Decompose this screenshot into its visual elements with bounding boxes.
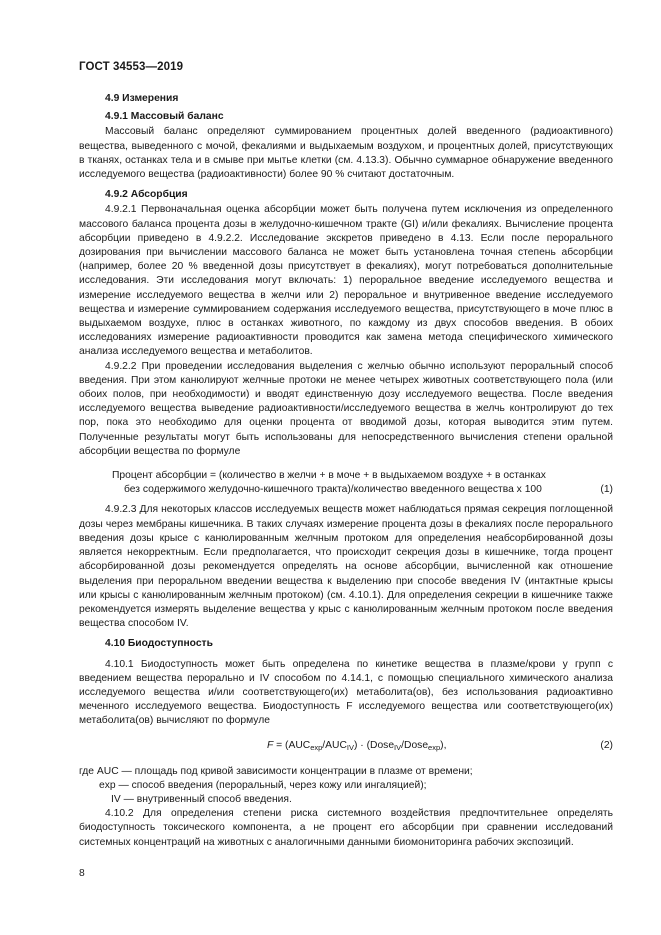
- section-4-10-heading: 4.10 Биодоступность: [105, 638, 213, 650]
- standard-header: ГОСТ 34553—2019: [79, 61, 184, 73]
- formula-2-number: (2): [600, 739, 613, 751]
- formula-2: [79, 739, 613, 759]
- formula-2-expression: $F = (AUC_{exp}/AUC_{IV})$ · (Dose$_{IV}$/Dose$_{exp}$),: [267, 739, 447, 752]
- formula-1-line-1: Процент абсорбции = (количество в желчи + в моче + в выдыхаемом воздухе + в останках: [112, 470, 546, 482]
- document-body: [79, 92, 613, 850]
- formula-1-number: (1): [600, 484, 613, 496]
- formula-1-line-2: без содержимого желудочно-кишечного тракта)/количество введенного вещества x 100: [124, 484, 542, 496]
- absorption-paragraph-2: 4.9.2.2 При проведении исследования выделения с желчью обычно используют пероральный способ введения. При этом канюлируют желчные протоки не менее четырех животных соответствующего пола (или обоих полов, при необходимости) и вводят единственную дозу исследуемого вещества. После введения исследуемого вещества выведение радиоактивности/исследуемого вещества в желчь контролируют до тех пор, пока это необходимо для оценки процента от вводимой дозы, которая выводится этим путем. Полученные результаты могут быть использованы для непосредственного вычисления степени оральной абсорбции вещества по формуле: [79, 360, 613, 457]
- legend-auc: где AUC — площадь под кривой зависимости концентрации в плазме от времени;: [79, 765, 473, 777]
- absorption-paragraph-1: 4.9.2.1 Первоначальная оценка абсорбции может быть получена путем исключения из определенного массового баланса процента дозы в желудочно-кишечном тракте (GI) и/или фекалиях. Вычисление процента абсорбции приведено в 4.9.2.2. Исследование экскретов приведено в 4.13. Если после перорального дозирования при вычислении массового баланса не может быть установлена точная степень абсорбции (например, более 20 % введенной дозы присутствует в фекалиях), могут потребоваться дополнительные исследования. Эти исследования могут включать: 1) пероральное введение исследуемого вещества и измерение исследуемого вещества в желчи или 2) пероральное и внутривенное введение исследуемого вещества и измерение суммированием содержания исследуемого вещества, присутствующего в моче плюс в выдыхаемом воздухе, плюс в останках животного, по каждому из двух способов введения. В обоих исследованиях измерение радиоактивности проводится как замена метода специфического химического анализа исследуемого вещества и метаболитов.: [79, 204, 613, 358]
- absorption-paragraph-3: 4.9.2.3 Для некоторых классов исследуемых веществ может наблюдаться прямая секреция поглощенной дозы через мембраны кишечника. В таких случаях измерение процента дозы в фекалиях после перорального введения дозы крысе с канюлированным желчным протоком для определения неабсорбированной дозы является некорректным. Если предполагается, что происходит секреция дозы в кишечнике, тогда процент абсорбированной дозы рекомендуется определять на основе абсорбции, вычисленной как отношение выделения при пероральном введении вещества к выделению при способе введения IV (интактные крысы или крысы с канюлированным желчным протоком) (см. 4.10.1). Для определения секреции в кишечнике также рекомендуется измерять выделение вещества у крыс с канюлированным желчным протоком после введения вещества способом IV.: [79, 504, 613, 630]
- formula-1: [79, 469, 613, 497]
- section-4-9-1-heading: 4.9.1 Массовый баланс: [105, 111, 224, 123]
- bioavailability-paragraph-1: 4.10.1 Биодоступность может быть определена по кинетике вещества в плазме/крови у групп с введением вещества перорально и IV способом по 4.14.1, с помощью специального химического анализа исследуемого вещества и/или соответствующего(их) метаболита(ов), без использования радиоактивно меченного исследуемого вещества. Биодоступность F исследуемого вещества или соответствующего(их) метаболита(ов) вычисляют по формуле: [79, 658, 613, 727]
- section-4-9-heading: 4.9 Измерения: [105, 93, 179, 104]
- legend-exp: exp — способ введения (пероральный, через кожу или ингаляцией);: [99, 779, 427, 791]
- legend-iv: IV — внутривенный способ введения.: [111, 793, 292, 805]
- mass-balance-paragraph: Массовый баланс определяют суммированием процентных долей введенного (радиоактивного) вещества, выведенного с мочой, фекалиями и выдыхаемым воздухом, и процентных долей, присутствующих в тканях, останках тела и в смыве при мытье клетки (см. 4.13.3). Обычно суммарное обнаружение введенного исследуемого вещества (радиоактивности) более 90 % считают достаточным.: [79, 126, 613, 181]
- section-4-9-2-heading: 4.9.2 Абсорбция: [105, 189, 188, 201]
- page-number: 8: [79, 868, 85, 879]
- bioavailability-paragraph-2: 4.10.2 Для определения степени риска системного воздействия предпочтительнее определять биодоступность токсического компонента, а не процент его абсорбции при сравнении исследований системных концентраций на животных с аналогичными данными биомониторинга рабочих экспозиций.: [79, 808, 613, 848]
- formula-2-legend: [79, 765, 613, 808]
